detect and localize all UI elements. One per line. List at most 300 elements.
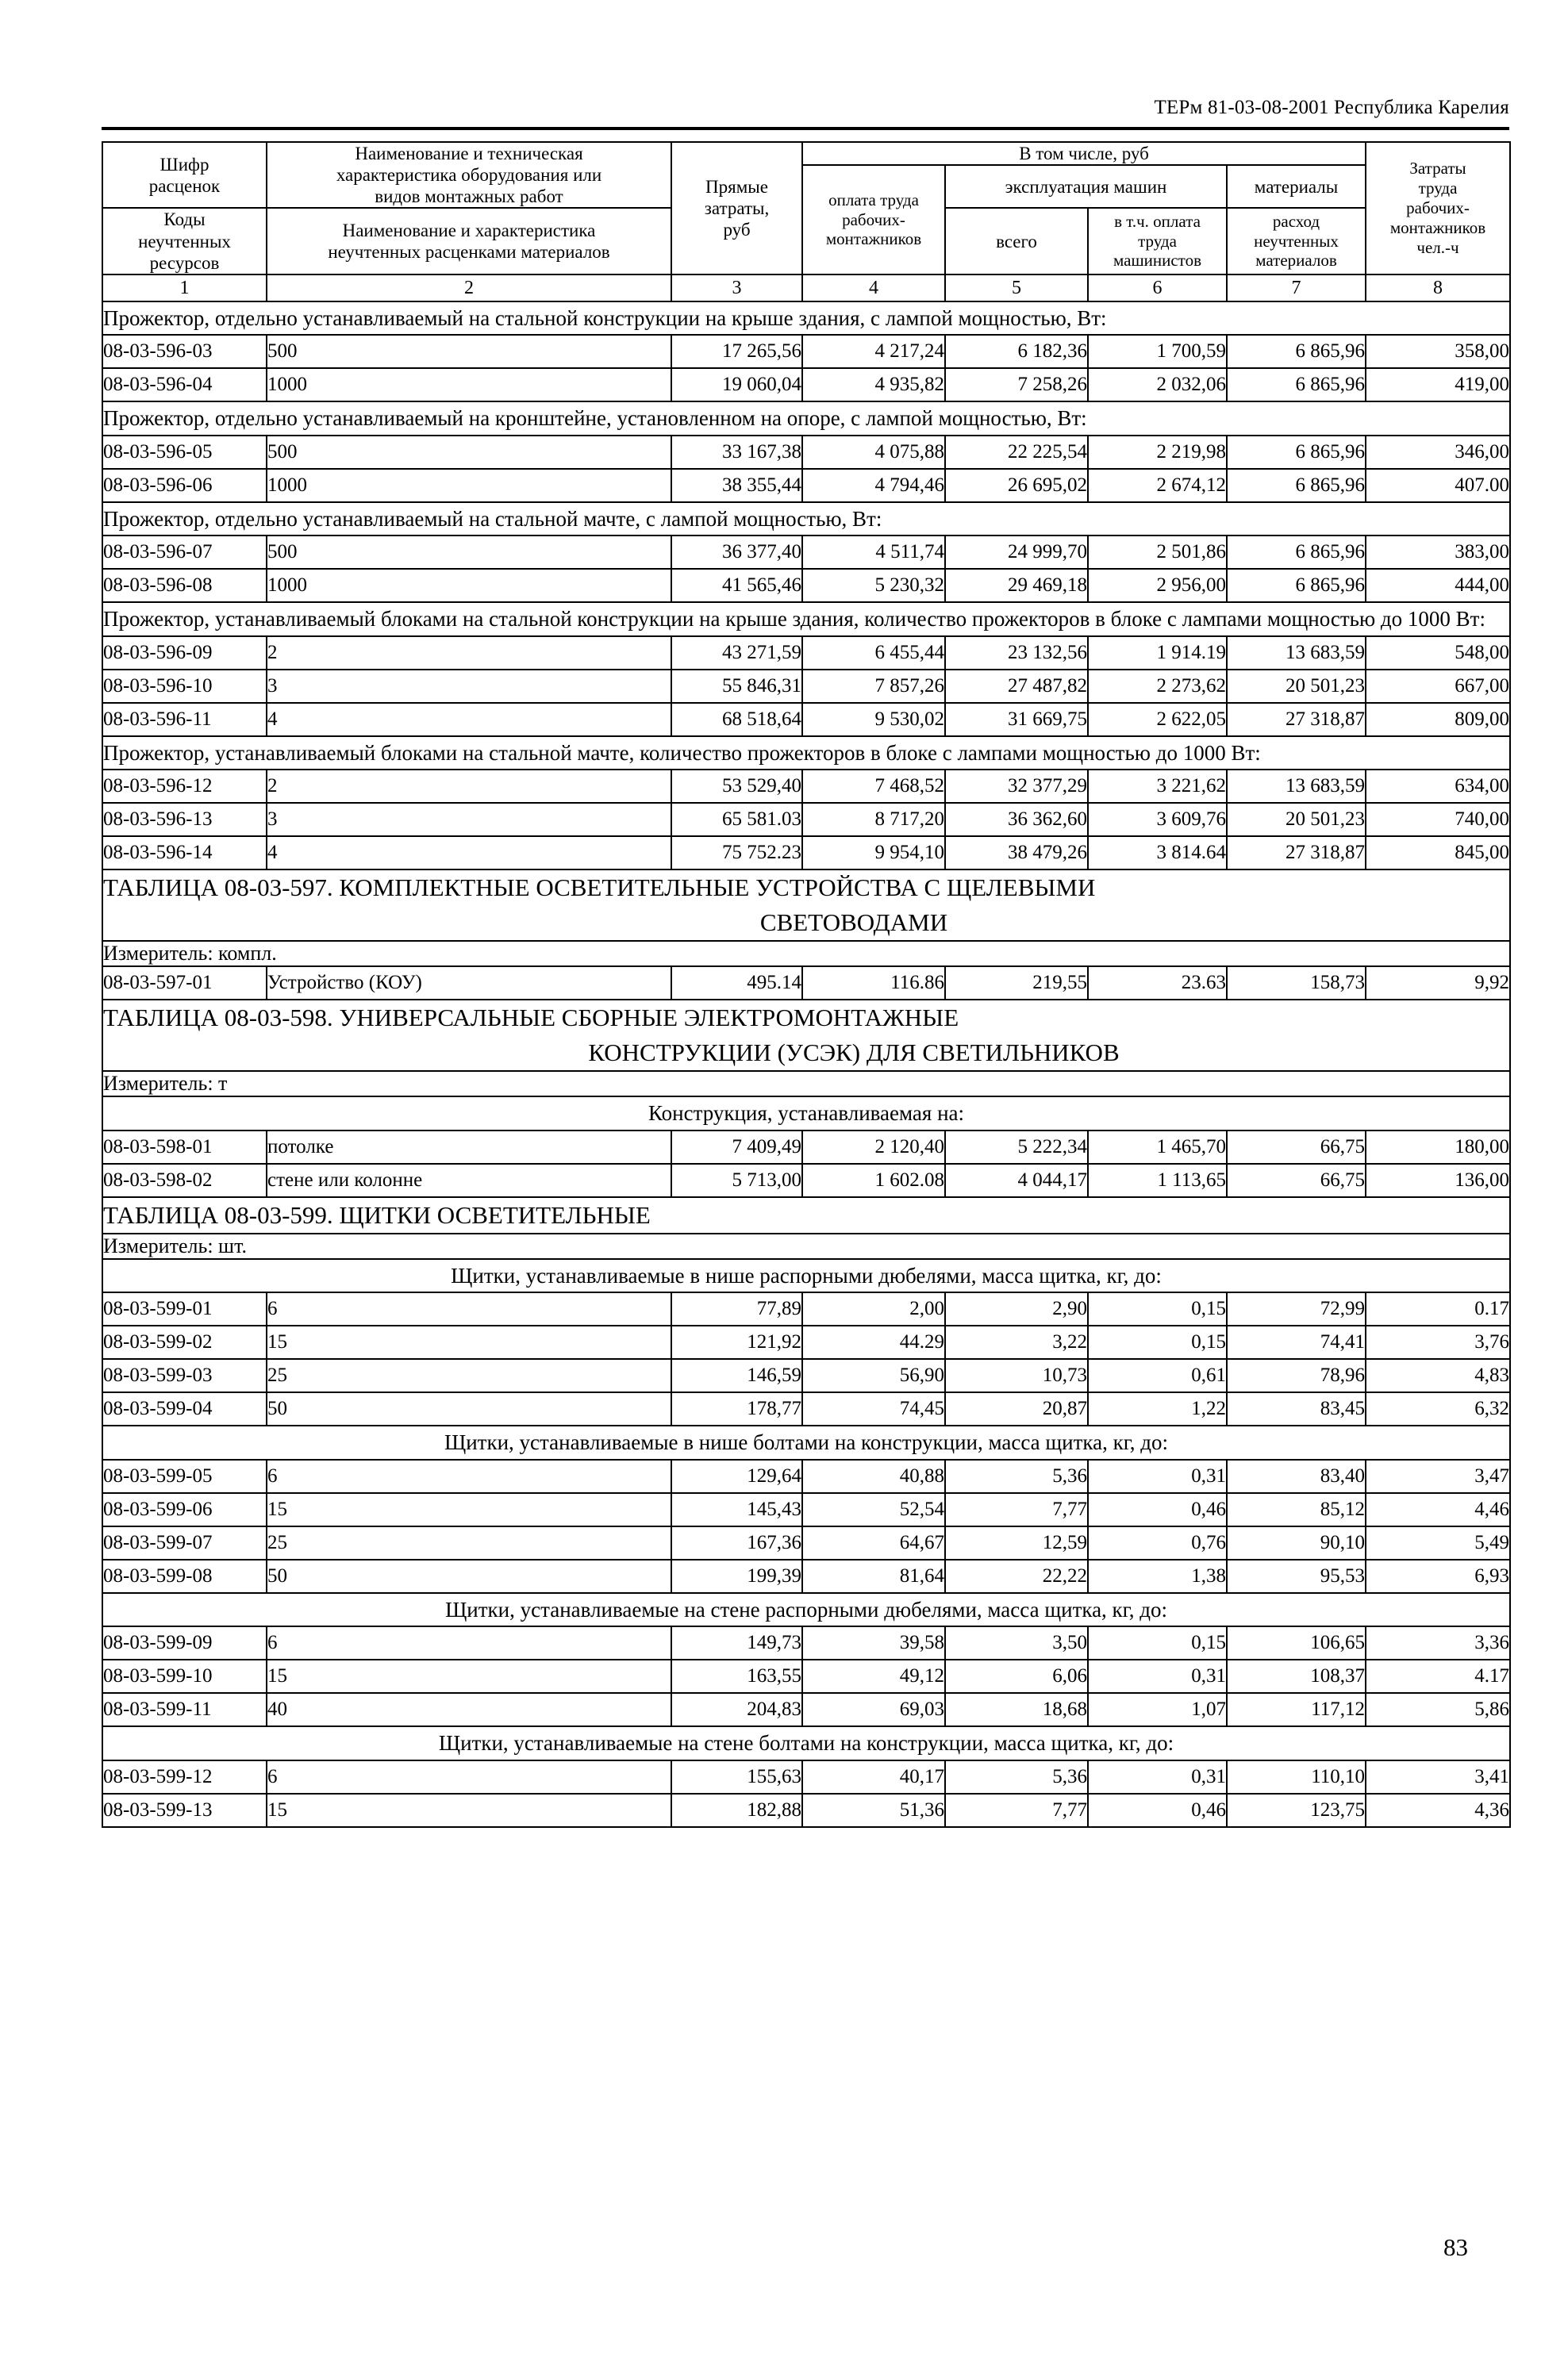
- group-heading-row: [102, 1259, 1510, 1293]
- measure-unit-text: Измеритель: шт.: [102, 1234, 1510, 1259]
- colnum-8: 8: [1366, 274, 1510, 301]
- colnum-7: 7: [1227, 274, 1366, 301]
- table-row: [102, 836, 1510, 869]
- rate-code: 08-03-597-01: [102, 966, 267, 1000]
- table-title-text: [102, 1197, 1510, 1234]
- group-heading-row: [102, 736, 1510, 770]
- table-title-text: [102, 1000, 1510, 1071]
- table-body: [102, 301, 1510, 1827]
- rate-description: 50: [267, 1392, 671, 1426]
- value-direct-costs: 178,77: [671, 1392, 802, 1426]
- table-row: [102, 1660, 1510, 1693]
- value-machinist-pay: 2 956,00: [1088, 569, 1227, 602]
- value-machinist-pay: 0,31: [1088, 1760, 1227, 1794]
- header-name-l1: Наименование и техническая: [355, 144, 583, 163]
- rate-code: 08-03-599-13: [102, 1794, 267, 1827]
- rate-code: 08-03-599-05: [102, 1460, 267, 1493]
- rate-description: 1000: [267, 368, 671, 401]
- value-machinist-pay: 1,38: [1088, 1560, 1227, 1593]
- value-direct-costs: 77,89: [671, 1292, 802, 1326]
- group-heading-row: [102, 301, 1510, 336]
- value-direct-costs: 204,83: [671, 1693, 802, 1726]
- value-machines-total: 10,73: [945, 1359, 1088, 1392]
- value-materials: 78,96: [1227, 1359, 1366, 1392]
- value-direct-costs: 68 518,64: [671, 703, 802, 736]
- table-row: [102, 636, 1510, 670]
- value-machines-total: 6 182,36: [945, 335, 1088, 368]
- value-direct-costs: 55 846,31: [671, 670, 802, 703]
- header-worker-l3: монтажников: [825, 229, 922, 249]
- group-heading-text: Щитки, устанавливаемые на стене болтами на конструкции, масса щитка, кг, до:: [102, 1726, 1510, 1760]
- rate-description: 25: [267, 1359, 671, 1392]
- value-machines-total: 20,87: [945, 1392, 1088, 1426]
- colnum-4: 4: [802, 274, 945, 301]
- value-labor-hours: 136,00: [1366, 1164, 1510, 1197]
- value-materials: 117,12: [1227, 1693, 1366, 1726]
- value-machinist-pay: 0,15: [1088, 1326, 1227, 1359]
- value-worker-pay: 2,00: [802, 1292, 945, 1326]
- value-worker-pay: 8 717,20: [802, 803, 945, 836]
- group-heading-row: [102, 1593, 1510, 1627]
- value-worker-pay: 51,36: [802, 1794, 945, 1827]
- value-machinist-pay: 2 273,62: [1088, 670, 1227, 703]
- table-title-line1: ТАБЛИЦА 08-03-597. КОМПЛЕКТНЫЕ ОСВЕТИТЕЛЬНЫЕ УСТРОЙСТВА С ЩЕЛЕВЫМИ: [103, 873, 1096, 902]
- page-number: 83: [1443, 2233, 1468, 2261]
- value-machinist-pay: 1,07: [1088, 1693, 1227, 1726]
- value-direct-costs: 149,73: [671, 1626, 802, 1660]
- value-direct-costs: 167,36: [671, 1526, 802, 1560]
- value-machines-total: 24 999,70: [945, 536, 1088, 569]
- table-row: [102, 703, 1510, 736]
- rate-code: 08-03-596-05: [102, 436, 267, 469]
- value-labor-hours: 419,00: [1366, 368, 1510, 401]
- value-machinist-pay: 3 609,76: [1088, 803, 1227, 836]
- value-machinist-pay: 23.63: [1088, 966, 1227, 1000]
- value-labor-hours: 809,00: [1366, 703, 1510, 736]
- rate-description: 1000: [267, 569, 671, 602]
- colnum-6: 6: [1088, 274, 1227, 301]
- rate-description: стене или колонне: [267, 1164, 671, 1197]
- value-worker-pay: 44.29: [802, 1326, 945, 1359]
- value-labor-hours: 407.00: [1366, 469, 1510, 502]
- rate-code: 08-03-599-11: [102, 1693, 267, 1726]
- value-worker-pay: 52,54: [802, 1493, 945, 1526]
- value-materials: 6 865,96: [1227, 536, 1366, 569]
- table-row: [102, 670, 1510, 703]
- rate-code: 08-03-596-09: [102, 636, 267, 670]
- table-row: [102, 1460, 1510, 1493]
- rate-code: 08-03-599-12: [102, 1760, 267, 1794]
- value-machines-total: 38 479,26: [945, 836, 1088, 869]
- value-direct-costs: 75 752.23: [671, 836, 802, 869]
- value-labor-hours: 5,49: [1366, 1526, 1510, 1560]
- table-title-text: [102, 869, 1510, 941]
- group-heading-text: Щитки, устанавливаемые в нише болтами на конструкции, масса щитка, кг, до:: [102, 1426, 1510, 1460]
- value-direct-costs: 145,43: [671, 1493, 802, 1526]
- header-materials-l3: материалов: [1255, 251, 1337, 271]
- value-direct-costs: 129,64: [671, 1460, 802, 1493]
- value-machinist-pay: 3 221,62: [1088, 770, 1227, 803]
- rate-description: 6: [267, 1292, 671, 1326]
- value-machinist-pay: 1 700,59: [1088, 335, 1227, 368]
- table-title-line1: ТАБЛИЦА 08-03-598. УНИВЕРСАЛЬНЫЕ СБОРНЫЕ ЭЛЕКТРОМОНТАЖНЫЕ: [103, 1004, 959, 1032]
- value-direct-costs: 495.14: [671, 966, 802, 1000]
- value-labor-hours: 3,47: [1366, 1460, 1510, 1493]
- header-materials-l2: неучтенных: [1254, 231, 1339, 251]
- value-worker-pay: 1 602.08: [802, 1164, 945, 1197]
- value-labor-hours: 0.17: [1366, 1292, 1510, 1326]
- value-machines-total: 31 669,75: [945, 703, 1088, 736]
- value-machinist-pay: 2 674,12: [1088, 469, 1227, 502]
- value-machines-total: 22,22: [945, 1560, 1088, 1593]
- header-cell-code: [102, 142, 267, 208]
- header-direct-l3: руб: [723, 219, 751, 240]
- rate-code: 08-03-599-03: [102, 1359, 267, 1392]
- value-machines-total: 27 487,82: [945, 670, 1088, 703]
- column-number-row: [102, 274, 1510, 301]
- rate-description: 6: [267, 1626, 671, 1660]
- group-heading-row: [102, 401, 1510, 436]
- value-materials: 13 683,59: [1227, 770, 1366, 803]
- value-worker-pay: 56,90: [802, 1359, 945, 1392]
- rate-description: 40: [267, 1693, 671, 1726]
- value-labor-hours: 3,36: [1366, 1626, 1510, 1660]
- table-row: [102, 1526, 1510, 1560]
- table-row: [102, 536, 1510, 569]
- rate-description: 1000: [267, 469, 671, 502]
- value-materials: 90,10: [1227, 1526, 1366, 1560]
- header-name-l2: характеристика оборудования или: [336, 165, 602, 186]
- value-materials: 6 865,96: [1227, 368, 1366, 401]
- rate-code: 08-03-598-01: [102, 1130, 267, 1164]
- value-machinist-pay: 2 622,05: [1088, 703, 1227, 736]
- value-labor-hours: 3,76: [1366, 1326, 1510, 1359]
- header-labor-l4: монтажников: [1389, 217, 1486, 237]
- value-machinist-pay: 0,31: [1088, 1460, 1227, 1493]
- value-materials: 66,75: [1227, 1130, 1366, 1164]
- rate-description: 3: [267, 670, 671, 703]
- value-machinist-pay: 0,76: [1088, 1526, 1227, 1560]
- value-labor-hours: 667,00: [1366, 670, 1510, 703]
- value-materials: 106,65: [1227, 1626, 1366, 1660]
- header-cell-code2: [102, 208, 267, 274]
- value-labor-hours: 4,46: [1366, 1493, 1510, 1526]
- value-labor-hours: 740,00: [1366, 803, 1510, 836]
- value-machines-total: 36 362,60: [945, 803, 1088, 836]
- value-machinist-pay: 0,31: [1088, 1660, 1227, 1693]
- rate-code: 08-03-599-02: [102, 1326, 267, 1359]
- table-row: [102, 966, 1510, 1000]
- header-row-1: [102, 142, 1510, 165]
- value-worker-pay: 40,17: [802, 1760, 945, 1794]
- value-labor-hours: 358,00: [1366, 335, 1510, 368]
- measure-unit-row: [102, 1234, 1510, 1259]
- value-machines-total: 5,36: [945, 1460, 1088, 1493]
- header-name-l5: неучтенных расценками материалов: [328, 242, 610, 263]
- header-cell-labor-costs: [1366, 142, 1510, 274]
- group-heading-row: [102, 1426, 1510, 1460]
- rate-code: 08-03-599-04: [102, 1392, 267, 1426]
- value-machines-total: 3,50: [945, 1626, 1088, 1660]
- value-labor-hours: 444,00: [1366, 569, 1510, 602]
- value-labor-hours: 4.17: [1366, 1660, 1510, 1693]
- header-code-l2: расценок: [148, 175, 221, 196]
- value-direct-costs: 41 565,46: [671, 569, 802, 602]
- rate-code: 08-03-596-10: [102, 670, 267, 703]
- table-head: [102, 142, 1510, 301]
- value-machines-total: 12,59: [945, 1526, 1088, 1560]
- value-materials: 20 501,23: [1227, 670, 1366, 703]
- value-labor-hours: 548,00: [1366, 636, 1510, 670]
- value-direct-costs: 121,92: [671, 1326, 802, 1359]
- value-worker-pay: 4 935,82: [802, 368, 945, 401]
- value-machines-total: 7,77: [945, 1493, 1088, 1526]
- header-machinist-l2: труда: [1138, 231, 1177, 251]
- table-title-row: [102, 1197, 1510, 1234]
- measure-unit-row: [102, 1071, 1510, 1096]
- group-heading-row: [102, 502, 1510, 536]
- value-direct-costs: 53 529,40: [671, 770, 802, 803]
- rate-description: 4: [267, 703, 671, 736]
- table-row: [102, 1164, 1510, 1197]
- header-labor-l3: рабочих-: [1406, 198, 1470, 217]
- group-heading-text: Щитки, устанавливаемые в нише распорными дюбелями, масса щитка, кг, до:: [102, 1259, 1510, 1293]
- rate-code: 08-03-599-01: [102, 1292, 267, 1326]
- value-materials: 6 865,96: [1227, 469, 1366, 502]
- header-worker-l2: рабочих-: [842, 209, 905, 229]
- header-cell-machinist-pay: [1088, 208, 1227, 274]
- colnum-5: 5: [945, 274, 1088, 301]
- value-machines-total: 29 469,18: [945, 569, 1088, 602]
- rate-description: Устройство (КОУ): [267, 966, 671, 1000]
- rate-code: 08-03-596-07: [102, 536, 267, 569]
- header-labor-l5: чел.-ч: [1416, 237, 1459, 257]
- rate-code: 08-03-596-12: [102, 770, 267, 803]
- rate-code: 08-03-596-11: [102, 703, 267, 736]
- value-machines-total: 5,36: [945, 1760, 1088, 1794]
- value-labor-hours: 634,00: [1366, 770, 1510, 803]
- value-machinist-pay: 1,22: [1088, 1392, 1227, 1426]
- value-worker-pay: 116.86: [802, 966, 945, 1000]
- rate-description: 25: [267, 1526, 671, 1560]
- header-cell-machines-total: всего: [945, 208, 1088, 274]
- header-cell-direct-costs: [671, 142, 802, 274]
- header-code-l3: Коды: [163, 209, 206, 230]
- rate-code: 08-03-598-02: [102, 1164, 267, 1197]
- value-worker-pay: 40,88: [802, 1460, 945, 1493]
- header-name-l4: Наименование и характеристика: [342, 220, 596, 240]
- value-machines-total: 23 132,56: [945, 636, 1088, 670]
- value-worker-pay: 5 230,32: [802, 569, 945, 602]
- value-materials: 74,41: [1227, 1326, 1366, 1359]
- value-materials: 13 683,59: [1227, 636, 1366, 670]
- rate-description: 2: [267, 636, 671, 670]
- value-labor-hours: 845,00: [1366, 836, 1510, 869]
- group-heading-text: Прожектор, устанавливаемый блоками на стальной конструкции на крыше здания, количество прожекторов в блоке с лампами мощностью до 1000 Вт:: [102, 602, 1510, 636]
- value-machinist-pay: 2 501,86: [1088, 536, 1227, 569]
- value-worker-pay: 4 794,46: [802, 469, 945, 502]
- value-labor-hours: 3,41: [1366, 1760, 1510, 1794]
- rate-description: 500: [267, 536, 671, 569]
- value-labor-hours: 6,32: [1366, 1392, 1510, 1426]
- value-labor-hours: 4,83: [1366, 1359, 1510, 1392]
- group-heading-text: Конструкция, устанавливаемая на:: [102, 1096, 1510, 1130]
- value-materials: 20 501,23: [1227, 803, 1366, 836]
- rate-description: 15: [267, 1493, 671, 1526]
- value-worker-pay: 7 468,52: [802, 770, 945, 803]
- header-cell-including-group: В том числе, руб: [802, 142, 1366, 165]
- rate-code: 08-03-599-07: [102, 1526, 267, 1560]
- value-machines-total: 5 222,34: [945, 1130, 1088, 1164]
- value-materials: 66,75: [1227, 1164, 1366, 1197]
- value-worker-pay: 81,64: [802, 1560, 945, 1593]
- value-machines-total: 22 225,54: [945, 436, 1088, 469]
- colnum-3: 3: [671, 274, 802, 301]
- value-labor-hours: 346,00: [1366, 436, 1510, 469]
- value-machinist-pay: 0,15: [1088, 1292, 1227, 1326]
- value-worker-pay: 4 217,24: [802, 335, 945, 368]
- rate-description: 6: [267, 1760, 671, 1794]
- value-materials: 110,10: [1227, 1760, 1366, 1794]
- value-labor-hours: 9,92: [1366, 966, 1510, 1000]
- table-row: [102, 368, 1510, 401]
- table-row: [102, 1130, 1510, 1164]
- rate-description: потолке: [267, 1130, 671, 1164]
- value-machinist-pay: 0,15: [1088, 1626, 1227, 1660]
- rate-code: 08-03-596-08: [102, 569, 267, 602]
- header-cell-machines-group: эксплуатация машин: [945, 165, 1227, 208]
- table-row: [102, 1693, 1510, 1726]
- value-worker-pay: 69,03: [802, 1693, 945, 1726]
- table-row: [102, 1359, 1510, 1392]
- running-head: ТЕРм 81-03-08-2001 Республика Карелия: [1154, 97, 1509, 118]
- value-direct-costs: 17 265,56: [671, 335, 802, 368]
- value-labor-hours: 4,36: [1366, 1794, 1510, 1827]
- table-row: [102, 803, 1510, 836]
- rate-description: 4: [267, 836, 671, 869]
- value-materials: 158,73: [1227, 966, 1366, 1000]
- group-heading-row: [102, 1096, 1510, 1130]
- rate-description: 2: [267, 770, 671, 803]
- value-direct-costs: 65 581.03: [671, 803, 802, 836]
- value-worker-pay: 6 455,44: [802, 636, 945, 670]
- table-row: [102, 1493, 1510, 1526]
- table-row: [102, 335, 1510, 368]
- header-cell-materials-group: материалы: [1227, 165, 1366, 208]
- table-row: [102, 1794, 1510, 1827]
- value-direct-costs: 182,88: [671, 1794, 802, 1827]
- value-direct-costs: 163,55: [671, 1660, 802, 1693]
- table-row: [102, 1760, 1510, 1794]
- table-title-row: [102, 869, 1510, 941]
- rate-code: 08-03-599-09: [102, 1626, 267, 1660]
- header-code-l4: неучтенных: [138, 231, 231, 251]
- table-title-line1: ТАБЛИЦА 08-03-599. ЩИТКИ ОСВЕТИТЕЛЬНЫЕ: [103, 1200, 651, 1229]
- group-heading-text: Прожектор, отдельно устанавливаемый на стальной конструкции на крыше здания, с лампой мощностью, Вт:: [102, 301, 1510, 336]
- table-row: [102, 436, 1510, 469]
- value-labor-hours: 180,00: [1366, 1130, 1510, 1164]
- value-materials: 83,40: [1227, 1460, 1366, 1493]
- rate-description: 50: [267, 1560, 671, 1593]
- measure-unit-row: [102, 941, 1510, 966]
- value-machinist-pay: 3 814.64: [1088, 836, 1227, 869]
- value-materials: 108,37: [1227, 1660, 1366, 1693]
- value-direct-costs: 199,39: [671, 1560, 802, 1593]
- value-machines-total: 26 695,02: [945, 469, 1088, 502]
- rate-code: 08-03-599-08: [102, 1560, 267, 1593]
- value-direct-costs: 33 167,38: [671, 436, 802, 469]
- value-direct-costs: 43 271,59: [671, 636, 802, 670]
- rate-description: 6: [267, 1460, 671, 1493]
- value-machines-total: 3,22: [945, 1326, 1088, 1359]
- value-materials: 27 318,87: [1227, 703, 1366, 736]
- header-direct-l2: затраты,: [704, 198, 770, 218]
- value-materials: 6 865,96: [1227, 569, 1366, 602]
- value-worker-pay: 49,12: [802, 1660, 945, 1693]
- rate-description: 15: [267, 1794, 671, 1827]
- value-materials: 123,75: [1227, 1794, 1366, 1827]
- price-table: [102, 141, 1511, 1828]
- rate-code: 08-03-599-10: [102, 1660, 267, 1693]
- table-row: [102, 1326, 1510, 1359]
- group-heading-row: [102, 602, 1510, 636]
- header-labor-l1: Затраты: [1409, 159, 1466, 178]
- value-machines-total: 7,77: [945, 1794, 1088, 1827]
- value-machinist-pay: 1 113,65: [1088, 1164, 1227, 1197]
- table-title-row: [102, 1000, 1510, 1071]
- group-heading-text: Прожектор, отдельно устанавливаемый на стальной мачте, с лампой мощностью, Вт:: [102, 502, 1510, 536]
- value-machinist-pay: 2 032,06: [1088, 368, 1227, 401]
- value-machinist-pay: 2 219,98: [1088, 436, 1227, 469]
- header-worker-l1: оплата труда: [828, 190, 919, 209]
- value-worker-pay: 74,45: [802, 1392, 945, 1426]
- header-direct-l1: Прямые: [705, 176, 768, 197]
- value-worker-pay: 9 954,10: [802, 836, 945, 869]
- value-machines-total: 32 377,29: [945, 770, 1088, 803]
- value-worker-pay: 7 857,26: [802, 670, 945, 703]
- header-cell-worker-pay: [802, 165, 945, 274]
- value-direct-costs: 38 355,44: [671, 469, 802, 502]
- group-heading-text: Прожектор, отдельно устанавливаемый на кронштейне, установленном на опоре, с лампой мощностью, Вт:: [102, 401, 1510, 436]
- rate-description: 500: [267, 335, 671, 368]
- colnum-2: 2: [267, 274, 671, 301]
- table-row: [102, 770, 1510, 803]
- header-machinist-l3: машинистов: [1113, 251, 1201, 271]
- value-worker-pay: 64,67: [802, 1526, 945, 1560]
- measure-unit-text: Измеритель: т: [102, 1071, 1510, 1096]
- colnum-1: 1: [102, 274, 267, 301]
- rate-code: 08-03-596-13: [102, 803, 267, 836]
- value-labor-hours: 383,00: [1366, 536, 1510, 569]
- table-row: [102, 569, 1510, 602]
- rate-code: 08-03-599-06: [102, 1493, 267, 1526]
- value-materials: 6 865,96: [1227, 335, 1366, 368]
- rate-description: 3: [267, 803, 671, 836]
- value-worker-pay: 4 511,74: [802, 536, 945, 569]
- group-heading-text: Щитки, устанавливаемые на стене распорными дюбелями, масса щитка, кг, до:: [102, 1593, 1510, 1627]
- value-machinist-pay: 1 465,70: [1088, 1130, 1227, 1164]
- rate-description: 500: [267, 436, 671, 469]
- running-head-rule: [102, 127, 1509, 130]
- value-direct-costs: 7 409,49: [671, 1130, 802, 1164]
- group-heading-row: [102, 1726, 1510, 1760]
- table-row: [102, 1392, 1510, 1426]
- header-code-l5: ресурсов: [149, 252, 220, 273]
- value-materials: 27 318,87: [1227, 836, 1366, 869]
- value-direct-costs: 146,59: [671, 1359, 802, 1392]
- header-materials-l1: расход: [1272, 211, 1320, 231]
- value-worker-pay: 2 120,40: [802, 1130, 945, 1164]
